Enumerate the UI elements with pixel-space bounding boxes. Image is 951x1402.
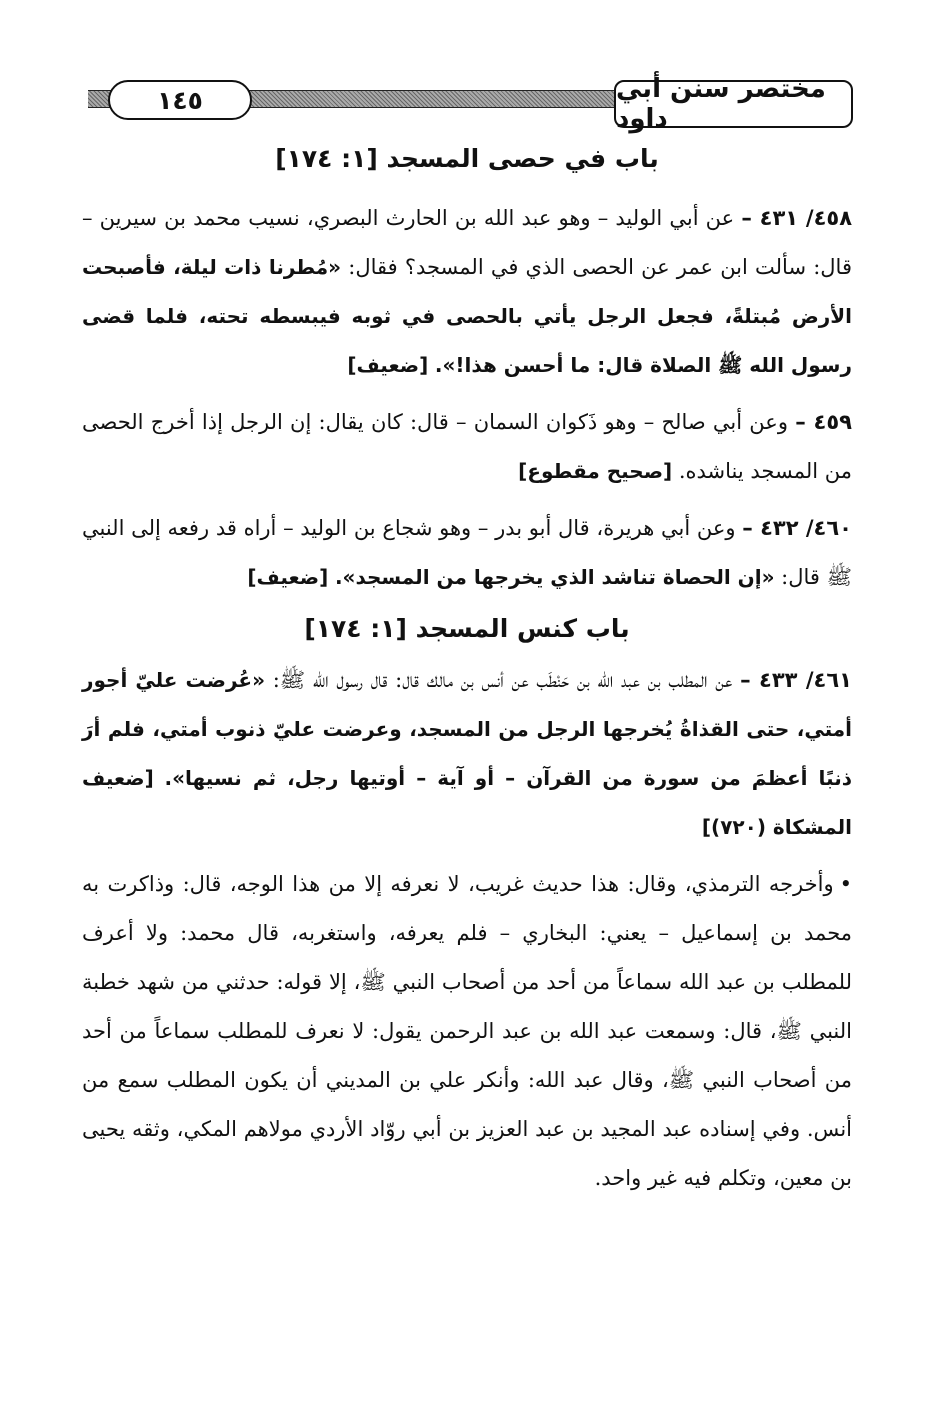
hadith-grade: [ضعيف] [247,565,329,589]
spacer-text [154,766,165,790]
hadith-number: ٤٦١/ ٤٣٣ – [740,668,852,692]
spacer-text [328,565,335,589]
book-title: مختصر سنن أبي داود [614,80,853,128]
hadith-narration: وعن أبي صالح – وهو ذَكوان السمان – قال: كان يقال: إن الرجل إذا أخرج الحصى من المسجد يناشده. [82,410,852,483]
page-body [82,132,852,1203]
hadith-paragraph [82,194,852,390]
bullet-icon: • [839,872,852,896]
commentary-paragraph [82,860,852,1203]
hadith-number: ٤٥٨/ ٤٣١ – [741,206,853,230]
hadith-grade: [ضعيف] [347,353,429,377]
hadith-paragraph [82,398,852,496]
hadith-paragraph [82,504,852,602]
chapter-heading: باب في حصى المسجد [١: ١٧٤] [275,144,659,173]
commentary-text: وأخرجه الترمذي، وقال: هذا حديث غريب، لا نعرفه إلا من هذا الوجه، قال: وذاكرت به محمد بن إسماعيل – يعني: البخاري – فلم يعرفه، واستغربه، قال محمد: ولا أعرف للمطلب بن عبد الله سماعاً من أحد من أصحاب النبي ﷺ، إلا قوله: حدثني من شهد خطبة النبي ﷺ، قال: وسمعت عبد الله بن عبد الرحمن يقول: لا نعرف للمطلب سماعاً من أحد من أصحاب النبي ﷺ، وقال عبد الله: وأنكر علي بن المديني أن يكون المطلب سمع من أنس. وفي إسناده عبد المجيد بن عبد العزيز بن أبي روّاد الأردي مولاهم المكي، وثقه يحيى بن معين، وتكلم فيه غير واحد. [82,872,852,1190]
hadith-quote: «عُرضت عليّ أجور أمتي، حتى القذاةُ يُخرجها الرجل من المسجد، وعرضت عليّ ذنوب أمتي، فلم أرَ ذنبًا أعظمَ من سورة من القرآن – أو آية – أوتيها رجل، ثم نسيها». [82,668,852,790]
hadith-number: ٤٥٩ – [795,410,852,434]
hadith-narration: وعن أبي هريرة، قال أبو بدر – وهو شجاع بن الوليد – أراه قد رفعه إلى النبي ﷺ قال: [82,516,852,589]
hadith-narration: عن المطلب بن عبد الله بن حَنْطَب عن أنس بن مالك قال: قال رسول الله ﷺ: [264,668,741,692]
hadith-quote: «إن الحصاة تناشد الذي يخرجها من المسجد». [334,565,775,589]
hadith-quote: «مُطرنا ذات ليلة، فأصبحت الأرض مُبتلةً، فجعل الرجل يأتي بالحصى في ثوبه فيبسطه تحته، فلما قضى رسول الله ﷺ الصلاة قال: ما أحسن هذا!». [82,255,852,377]
hadith-grade: [ضعيف المشكاة (٧٢٠)] [82,766,852,839]
hadith-number: ٤٦٠/ ٤٣٢ – [742,516,852,540]
hadith-grade: [صحيح مقطوع] [518,459,673,483]
page-number: ١٤٥ [108,80,252,120]
running-header [88,74,853,134]
hadith-narration: عن أبي الوليد – وهو عبد الله بن الحارث البصري، نسيب محمد بن سيرين – قال: سألت ابن عمر عن الحصى الذي في المسجد؟ فقال: [82,206,852,279]
spacer-text [428,353,435,377]
hadith-paragraph [82,656,852,852]
chapter-heading: باب كنس المسجد [١: ١٧٤] [304,614,630,643]
